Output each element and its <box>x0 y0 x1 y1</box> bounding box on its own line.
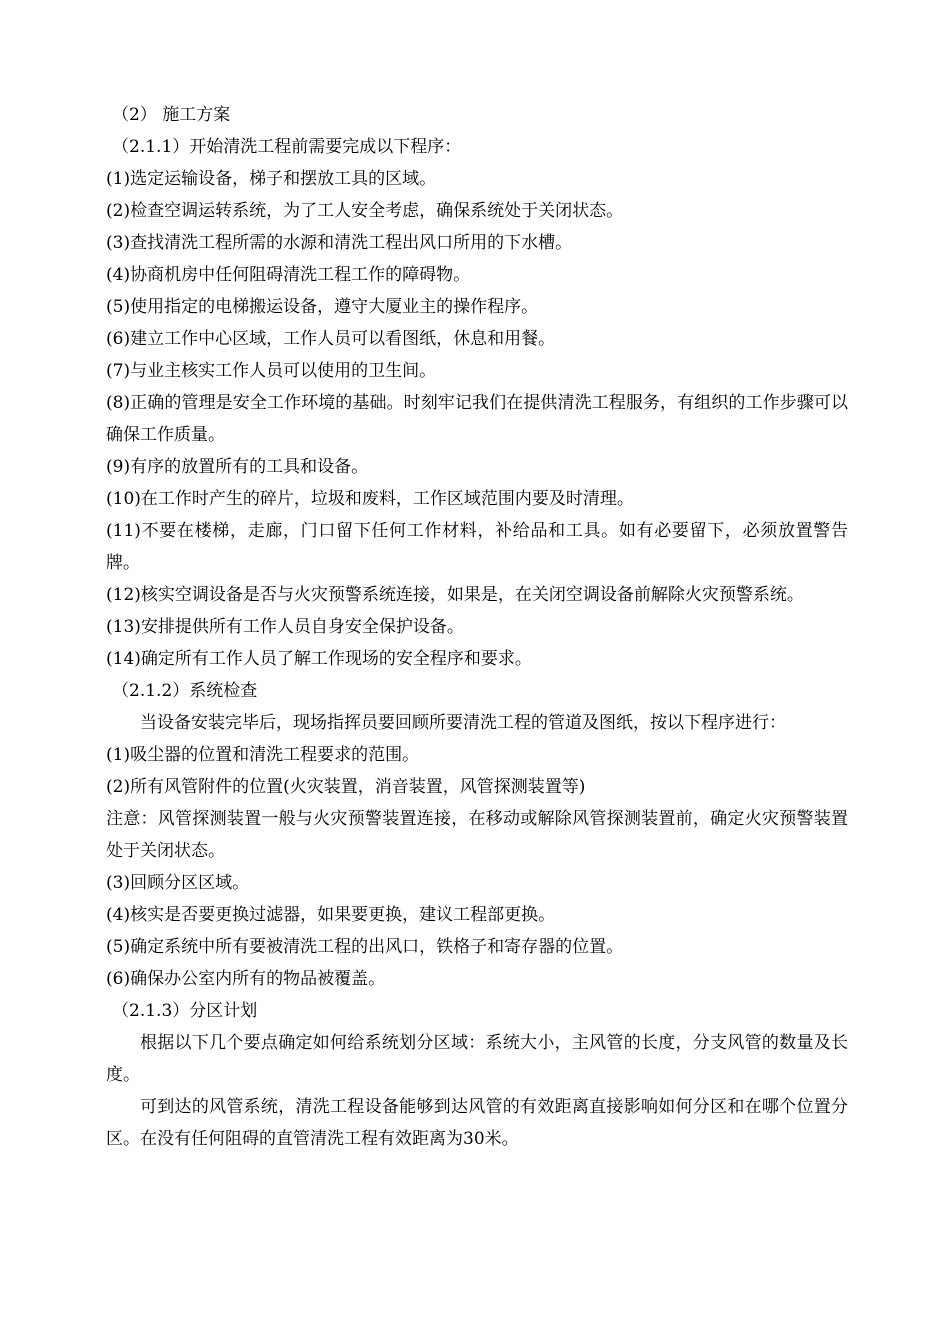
section-heading-2-1-1: （2.1.1）开始清洗工程前需要完成以下程序： <box>112 137 462 157</box>
list-item: (6)确保办公室内所有的物品被覆盖。 <box>106 969 386 989</box>
section-heading-2: （2） 施工方案 <box>112 105 231 125</box>
procedure-list-2-1-2 <box>106 739 950 995</box>
list-item: (9)有序的放置所有的工具和设备。 <box>106 457 369 477</box>
list-item: (3)回顾分区区域。 <box>106 873 250 893</box>
list-item: (7)与业主核实工作人员可以使用的卫生间。 <box>106 361 437 381</box>
paragraph-2-1-3-b: 可到达的风管系统，清洗工程设备能够到达风管的有效距离直接影响如何分区和在哪个位置分区。在没有任何阻碍的直管清洗工程有效距离为30米。 <box>106 1097 848 1149</box>
list-item: (2)所有风管附件的位置(火灾装置，消音装置，风管探测装置等) <box>106 777 586 797</box>
list-item: (2)检查空调运转系统，为了工人安全考虑，确保系统处于关闭状态。 <box>106 201 624 221</box>
list-item: (1)选定运输设备，梯子和摆放工具的区域。 <box>106 169 437 189</box>
list-item: (12)核实空调设备是否与火灾预警系统连接，如果是，在关闭空调设备前解除火灾预警系统。 <box>106 585 804 605</box>
list-item: (4)核实是否要更换过滤器，如果要更换，建议工程部更换。 <box>106 905 556 925</box>
note-paragraph: 注意：风管探测装置一般与火灾预警装置连接，在移动或解除风管探测装置前，确定火灾预警装置处于关闭状态。 <box>106 809 848 861</box>
list-item: (5)确定系统中所有要被清洗工程的出风口，铁格子和寄存器的位置。 <box>106 937 624 957</box>
list-item: (5)使用指定的电梯搬运设备，遵守大厦业主的操作程序。 <box>106 297 539 317</box>
paragraph-2-1-3-a: 根据以下几个要点确定如何给系统划分区域：系统大小，主风管的长度，分支风管的数量及长度。 <box>106 1033 848 1085</box>
list-item: (4)协商机房中任何阻碍清洗工程工作的障碍物。 <box>106 265 471 285</box>
list-item: (14)确定所有工作人员了解工作现场的安全程序和要求。 <box>106 649 532 669</box>
list-item: (13)安排提供所有工作人员自身安全保护设备。 <box>106 617 464 637</box>
list-item: (1)吸尘器的位置和清洗工程要求的范围。 <box>106 745 420 765</box>
list-item: (3)查找清洗工程所需的水源和清洗工程出风口所用的下水槽。 <box>106 233 573 253</box>
list-item: (8)正确的管理是安全工作环境的基础。时刻牢记我们在提供清洗工程服务，有组织的工作步骤可以确保工作质量。 <box>106 393 848 445</box>
section-heading-2-1-3: （2.1.3）分区计划 <box>112 1001 258 1021</box>
procedure-list-2-1-1 <box>106 163 950 675</box>
list-item: (6)建立工作中心区域，工作人员可以看图纸，休息和用餐。 <box>106 329 556 349</box>
paragraph-2-1-2-intro: 当设备安装完毕后，现场指挥员要回顾所要清洗工程的管道及图纸，按以下程序进行： <box>140 713 786 733</box>
list-item: (10)在工作时产生的碎片，垃圾和废料，工作区域范围内要及时清理。 <box>106 489 634 509</box>
list-item: (11)不要在楼梯，走廊，门口留下任何工作材料，补给品和工具。如有必要留下，必须放置警告牌。 <box>106 521 848 573</box>
section-heading-2-1-2: （2.1.2）系统检查 <box>112 681 258 701</box>
